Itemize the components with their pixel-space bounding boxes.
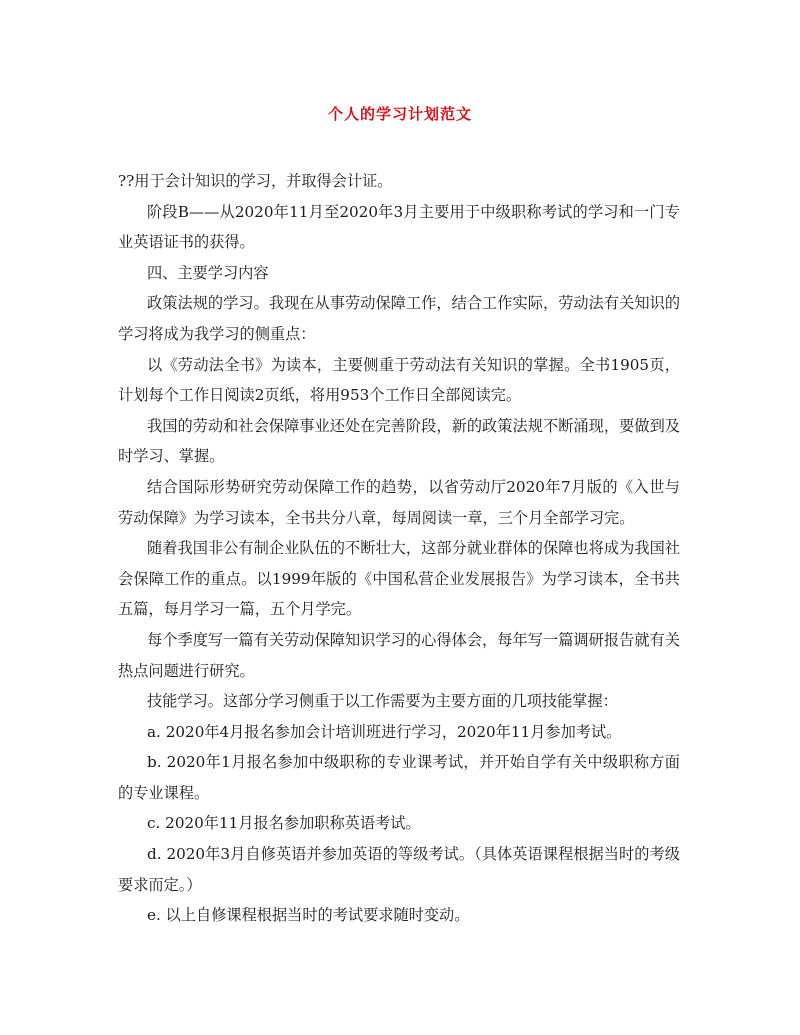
list-item: a. 2020年4月报名参加会计培训班进行学习，2020年11月参加考试。 xyxy=(147,722,622,741)
paragraph: 阶段B——从2020年11月至2020年3月主要用于中级职称考试的学习和一门专业英语证书的获得。 xyxy=(118,202,680,252)
document-body xyxy=(118,166,680,931)
paragraph: 结合国际形势研究劳动保障工作的趋势，以省劳动厅2020年7月版的《入世与劳动保障》为学习读本，全书共分八章，每周阅读一章，三个月全部学习完。 xyxy=(118,477,680,527)
paragraph: 每个季度写一篇有关劳动保障知识学习的心得体会，每年写一篇调研报告就有关热点问题进行研究。 xyxy=(118,630,680,680)
list-item: e. 以上自修课程根据当时的考试要求随时变动。 xyxy=(147,906,470,925)
paragraph: ??用于会计知识的学习，并取得会计证。 xyxy=(118,172,393,190)
paragraph: 技能学习。这部分学习侧重于以工作需要为主要方面的几项技能掌握： xyxy=(147,692,618,711)
paragraph: 政策法规的学习。我现在从事劳动保障工作，结合工作实际，劳动法有关知识的学习将成为我学习的侧重点： xyxy=(118,294,680,343)
section-heading: 四、主要学习内容 xyxy=(147,263,269,282)
document-title: 个人的学习计划范文 xyxy=(327,105,472,123)
paragraph: 我国的劳动和社会保障事业还处在完善阶段，新的政策法规不断涌现，要做到及时学习、掌握。 xyxy=(118,416,680,466)
paragraph: 以《劳动法全书》为读本，主要侧重于劳动法有关知识的掌握。全书1905页，计划每个工作日阅读2页纸，将用953个工作日全部阅读完。 xyxy=(118,355,680,405)
list-item: d. 2020年3月自修英语并参加英语的等级考试。（具体英语课程根据当时的考级要求而定。） xyxy=(118,845,680,894)
list-item: b. 2020年1月报名参加中级职称的专业课考试，并开始自学有关中级职称方面的专业课程。 xyxy=(118,753,680,802)
paragraph: 随着我国非公有制企业队伍的不断壮大，这部分就业群体的保障也将成为我国社会保障工作的重点。以1999年版的《中国私营企业发展报告》为学习读本，全书共五篇，每月学习一篇，五个月学完。 xyxy=(118,539,680,619)
list-item: c. 2020年11月报名参加职称英语考试。 xyxy=(147,814,421,833)
